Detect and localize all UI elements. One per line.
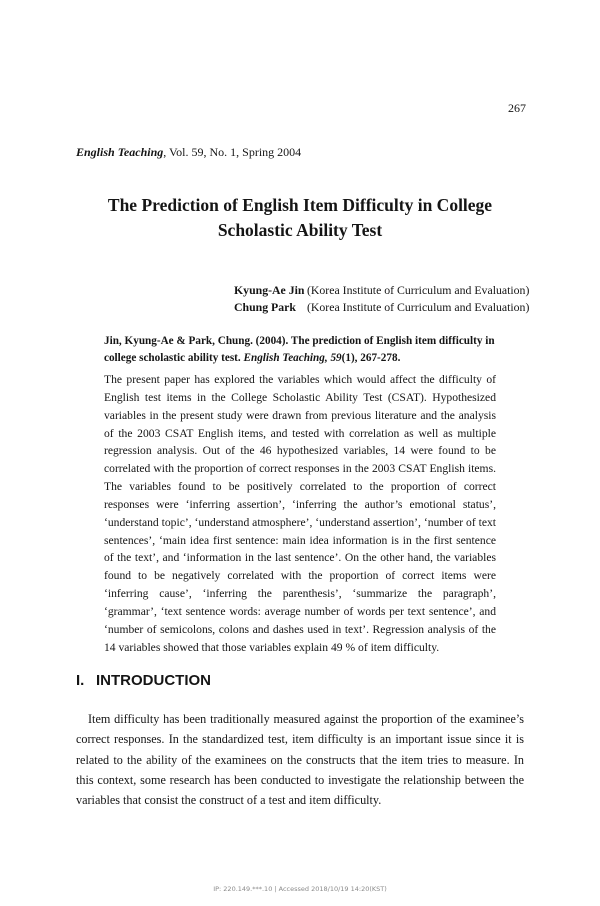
introduction-paragraph: Item difficulty has been traditionally measured against the proportion of the examinee’s correct responses. In the standardized test, item difficulty is an important issue since it is related to the ability of the examinees on the constructs that the item tries to measure. In this context, some research has been conducted to investigate the relationship between the variables that consist the construct of a test and item difficulty. bbox=[76, 712, 524, 808]
citation bbox=[104, 333, 496, 367]
author-2 bbox=[234, 299, 529, 316]
paper-title bbox=[60, 193, 540, 243]
citation-pages: (1), 267-278. bbox=[341, 352, 401, 364]
access-footer: IP: 220.149.***.10 | Accessed 2018/10/19 14:20(KST) bbox=[213, 885, 387, 893]
journal-name: English Teaching bbox=[76, 145, 164, 159]
citation-text: Jin, Kyung-Ae & Park, Chung. (2004). The prediction of English item difficulty in college scholastic ability test. bbox=[104, 335, 495, 364]
section-title: INTRODUCTION bbox=[96, 672, 211, 689]
author-list bbox=[234, 282, 529, 316]
journal-issue: , Vol. 59, No. 1, Spring 2004 bbox=[163, 145, 302, 159]
author-2-affiliation: (Korea Institute of Curriculum and Evaluation) bbox=[306, 300, 530, 314]
abstract: The present paper has explored the variables which would affect the difficulty of English test items in the College Scholastic Ability Test (CSAT). Hypothesized variables in the present study were drawn from previous literature and the analysis of the 2003 CSAT English items, and tested with correlation as well as multiple regression analysis. Out of the 46 hypothesized variables, 14 were found to be correlated with the proportion of correct responses in the 2003 CSAT English items. The variables found to be positively correlated to the proportion of correct responses were ‘inferring assertion’, ‘inferring the author’s emotional status’, ‘understand topic’, ‘understand atmosphere’, ‘understand assertion’, ‘number of text sentences’, ‘main idea first sentence: main idea information is in the first sentence of the text’, and ‘information in the last sentence’. On the other hand, the variables found to be negatively correlated with the proportion of correct items were ‘inferring cause’, ‘inferring the parenthesis’, ‘summarize the paragraph’, ‘grammar’, ‘text sentence words: average number of words per text sentence’, and ‘number of semicolons, colons and dashes used in text’. Regression analysis of the 14 variables showed that those variables explain 49 % of item difficulty. bbox=[104, 373, 496, 654]
section-number: I. bbox=[76, 672, 85, 689]
section-heading bbox=[76, 672, 211, 689]
author-1-name: Kyung-Ae Jin bbox=[234, 283, 305, 297]
citation-journal: English Teaching, 59 bbox=[243, 352, 342, 364]
journal-header bbox=[76, 145, 301, 160]
author-2-name: Chung Park bbox=[234, 300, 296, 314]
author-1-affiliation: (Korea Institute of Curriculum and Evaluation) bbox=[306, 283, 530, 297]
title-line-2: Scholastic Ability Test bbox=[217, 220, 383, 240]
author-1 bbox=[234, 282, 529, 299]
title-line-1: The Prediction of English Item Difficulty in College bbox=[107, 195, 493, 215]
page-number: 267 bbox=[508, 101, 526, 115]
